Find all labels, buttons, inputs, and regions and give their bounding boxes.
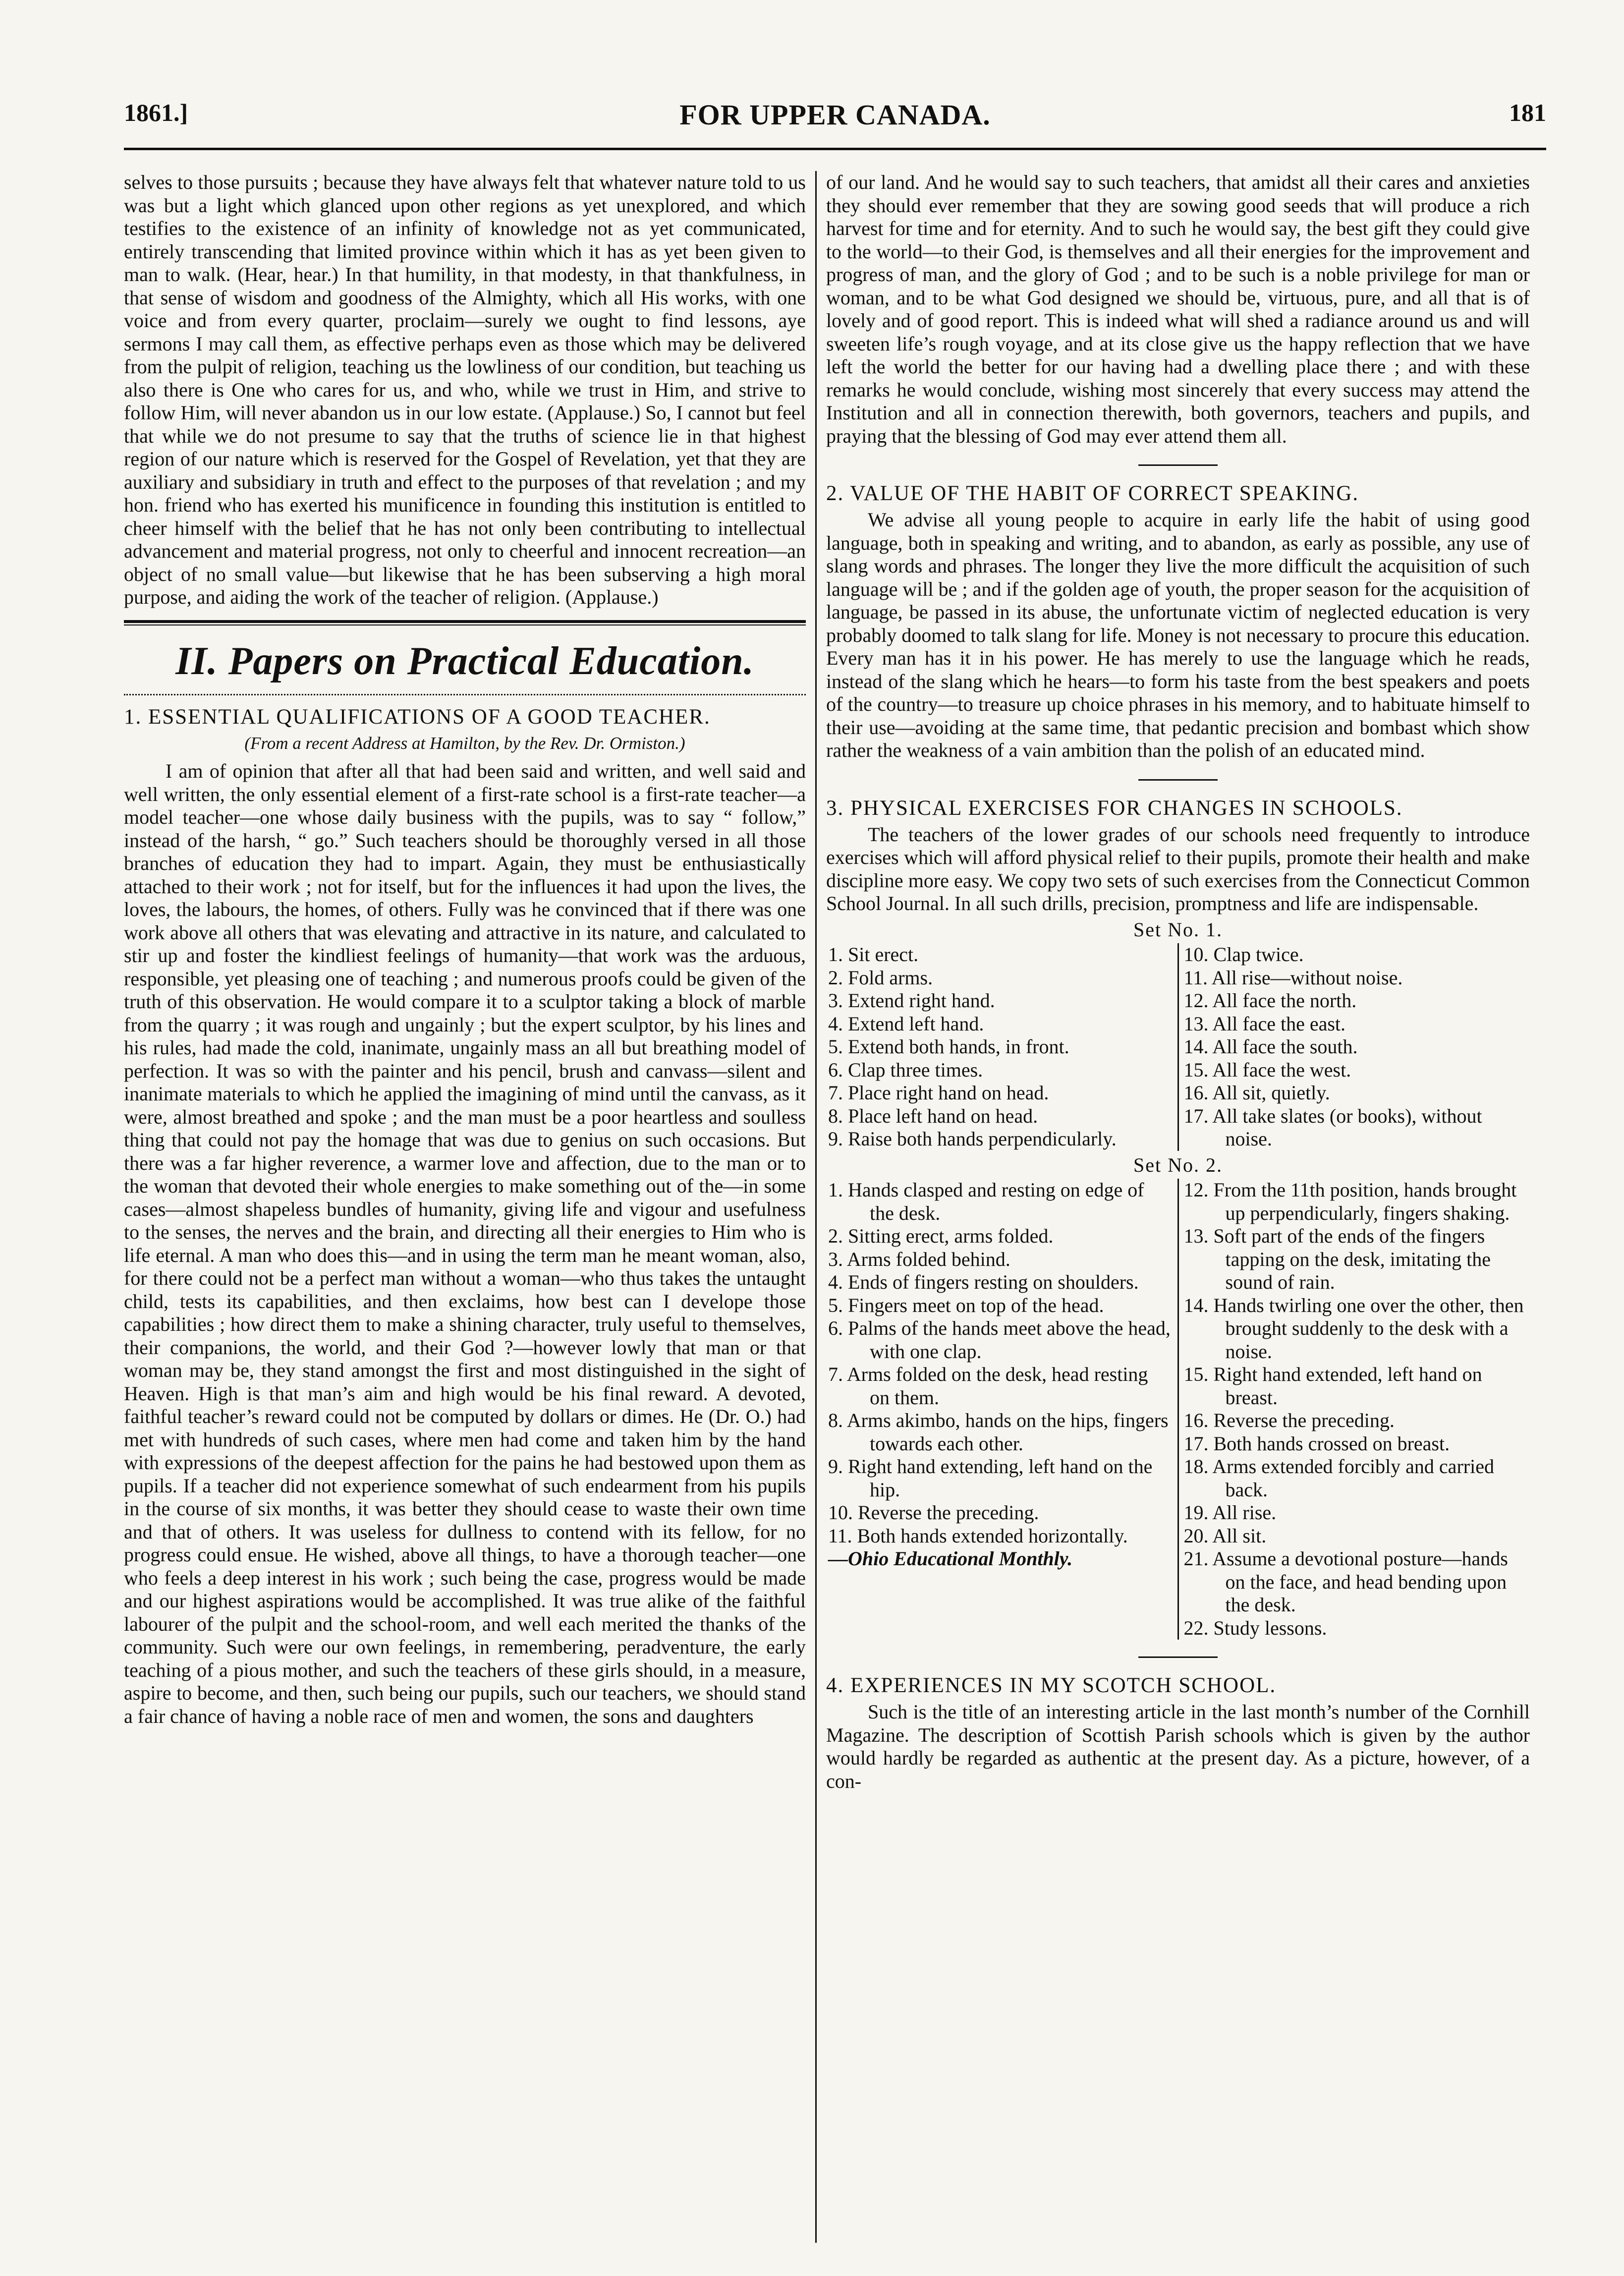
drill-item: 11. All rise—without noise. xyxy=(1183,966,1403,989)
drill-item: 14. All face the south. xyxy=(1183,1035,1358,1058)
section-rule-top-thin xyxy=(124,625,806,626)
drill-item: 5. Fingers meet on top of the head. xyxy=(828,1294,1104,1316)
set-1-right-list xyxy=(1182,943,1530,1151)
set-2-left-list xyxy=(826,1179,1175,1640)
drill-item: 8. Arms akimbo, hands on the hips, fingers towards each other. xyxy=(828,1409,1169,1455)
left-column xyxy=(124,171,806,1728)
drill-item: 5. Extend both hands, in front. xyxy=(828,1035,1069,1058)
drill-item: 15. Right hand extended, left hand on breast. xyxy=(1183,1363,1482,1409)
set-2-divider xyxy=(1177,1179,1179,1640)
header-title: FOR UPPER CANADA. xyxy=(679,99,991,131)
article-2-body: We advise all young people to acquire in early life the habit of using good language, both in speaking and writing, and to abandon, as early as possible, any use of slang words and phrases. The longer they live the more difficult the acquisition of such language will be ; and if the golden age of youth, the proper season for the acquisition of language, be passed in its abuse, the unfortunate victim of neglected education is very probably doomed to talk slang for life. Money is not necessary to procure this education. Every man has it in his power. He has merely to use the language which he reads, instead of the slang which he hears—to form his taste from the best speakers and poets of the country—to treasure up choice phrases in his memory, and to habituate himself to their use—avoiding at the same time, that pedantic precision and bombast which show rather the weakness of a vain ambition than the polish of an educated mind. xyxy=(826,509,1530,761)
drill-item: 1. Hands clasped and resting on edge of the desk. xyxy=(828,1179,1144,1224)
drill-item: 8. Place left hand on head. xyxy=(828,1104,1038,1127)
article-1-title: 1. ESSENTIAL QUALIFICATIONS OF A GOOD TEACHER. xyxy=(124,705,711,729)
drill-item: 21. Assume a devotional posture—hands on the face, and head bending upon the desk. xyxy=(1183,1547,1508,1616)
drill-item: 18. Arms extended forcibly and carried back. xyxy=(1183,1455,1494,1501)
speech-continuation: selves to those pursuits ; because they have always felt that whatever nature told to us was but a light which glanced upon other regions as yet unexplored, and which testifies to the existence of an infinity of knowledge not as yet communicated, entirely transcending that limited province within which it has as yet been given to man to walk. (Hear, hear.) In that humility, in that modesty, in that thankfulness, in that sense of wisdom and goodness of the Almighty, which all His works, with one voice and from every quarter, proclaim—surely we ought to find lessons, aye sermons I may call them, as effective perhaps even as those which may be delivered from the pulpit of religion, teaching us the lowliness of our condition, but teaching us also there is One who cares for us, and who, while we trust in Him, and strive to follow Him, will never abandon us in our low estate. (Applause.) So, I cannot but feel that while we do not presume to say that the truths of science lie in that highest region of our nature which is reserved for the Gospel of Revelation, yet that they are auxiliary and subsidiary in truth and effect to the purposes of that revelation ; and my hon. friend who has exerted his munificence in founding this institution is entitled to cheer himself with the belief that he has not only been contributing to intellectual advancement and material progress, not only to cheerful and innocent recreation—an object of no small value—but likewise that he has been subserving a high moral purpose, and aiding the work of the teacher of religion. (Applause.) xyxy=(124,171,806,608)
drill-item: 17. Both hands crossed on breast. xyxy=(1183,1432,1450,1455)
drill-item: 11. Both hands extended horizontally. xyxy=(828,1524,1128,1547)
article-separator xyxy=(1138,464,1218,466)
article-1-byline: (From a recent Address at Hamilton, by the Rev. Dr. Ormiston.) xyxy=(244,733,685,753)
drill-item: 22. Study lessons. xyxy=(1183,1616,1327,1639)
drill-item: 4. Extend left hand. xyxy=(828,1012,984,1035)
drill-item: 4. Ends of fingers resting on shoulders. xyxy=(828,1271,1139,1293)
drill-item: 1. Sit erect. xyxy=(828,943,919,966)
drill-item: 2. Sitting erect, arms folded. xyxy=(828,1225,1054,1247)
drill-item: 12. All face the north. xyxy=(1183,989,1357,1012)
header-rule xyxy=(124,148,1546,150)
drill-item: 15. All face the west. xyxy=(1183,1058,1351,1081)
set-1-divider xyxy=(1177,943,1179,1151)
drill-item: 9. Right hand extending, left hand on the hip. xyxy=(828,1455,1153,1501)
drill-item: 10. Clap twice. xyxy=(1183,943,1304,966)
article-1-continuation: of our land. And he would say to such teachers, that amidst all their cares and anxieties they should ever remember that they are sowing good seeds that will produce a rich harvest for time and for eternity. And to such he would say, the best gift they could give to the world—to their God, is themselves and all their energies for the improvement and progress of man, and the glory of God ; and to be such is a noble privilege for man or woman, and to be what God designed we should be, virtuous, pure, and all that is of lovely and of good report. This is indeed what will shed a radiance around us and will sweeten life’s rough voyage, and at its close give us the happy reflection that we have left the world the better for our having had a dwelling place there ; and with these remarks he would conclude, wishing most sincerely that every success may attend the Institution and all in connection therewith, both governors, teachers and pupils, and praying that the blessing of God may ever attend them all. xyxy=(826,171,1530,447)
article-1-body: I am of opinion that after all that had been said and written, and well said and well written, the only essential element of a first-rate school is a first-rate teacher—a model teacher—one whose daily business with the pupils, was to say “ follow,” instead of the harsh, “ go.” Such teachers should be thoroughly versed in all those branches of education they had to impart. Again, they must be enthusiastically attached to their work ; not for itself, but for the influences it had upon the lives, the loves, the labours, the homes, of others. Fully was he convinced that if there was one work above all others that was elevating and attractive in its nature, and calculated to stir up and foster the kindliest feelings of humanity—that work was the arduous, responsible, yet pleasing one of teaching ; and numerous proofs could be given of the truth of this observation. He would compare it to a sculptor taking a block of marble from the quarry ; it was rough and ungainly ; but the expert sculptor, by his lines and his rules, had made the cold, inanimate, ungainly mass an all but breathing model of perfection. It was so with the painter and his pencil, brush and canvass—silent and inanimate materials to which he applied the imagining of mind until the canvass, as it were, almost breathed and spoke ; and the man must be a poor heartless and soulless thing that could not pay the homage that was due to genius on such occasions. But there was a far higher reverence, a warmer love and affection, due to the man or to the woman that devoted their whole energies to make something out of the—in some cases—almost shapeless bundles of humanity, giving life and vigour and usefulness to the senses, the nerves and the brain, and directing all their energies to Him who is life eternal. A man who does this—and in using the term man he meant woman, also, for there could not be a perfect man without a woman—who thus takes the untaught child, tests its capabilities, and then exclaims, how best can I develope those capabilities ; how direct them to make a shining character, truly useful to themselves, their companions, the world, and their God ?—however lowly that man or that woman may be, they stand amongst the first and most distinguished in the sight of Heaven. High is that man’s aim and high would be his final reward. A devoted, faithful teacher’s reward could not be computed by dollars or dimes. He (Dr. O.) had met with hundreds of such cases, where men had come and taken him by the hand with expressions of the deepest affection for the pains he had bestowed upon them as pupils. If a teacher did not experience somewhat of such endearment from his pupils in the course of six months, it was better they should cease to waste their own time and that of others. It was useless for dullness to contend with its fellow, for no progress could ensue. He wished, above all things, to have a thorough teacher—one who feels a deep interest in his work ; such being the case, progress would be made and our highest aspirations would be accomplished. It was true alike of the faithful labourer of the pulpit and the school-room, and well each merited the thanks of the community. Such were our own feelings, in remembering, peradventure, the early teaching of a pious mother, and such the teachers of these girls should, in a measure, aspire to become, and then, such being our pupils, such our teachers, we should stand a fair chance of having a noble race of men and women, the sons and daughters xyxy=(124,760,806,1727)
section-rule-top xyxy=(124,620,806,623)
drill-item: 6. Palms of the hands meet above the head, with one clap. xyxy=(828,1317,1171,1363)
article-separator xyxy=(1138,1656,1218,1658)
drill-item: 13. Soft part of the ends of the fingers tapping on the desk, imitating the sound of rain. xyxy=(1183,1225,1491,1293)
header-year: 1861.] xyxy=(124,99,188,126)
set-1-table xyxy=(826,943,1530,1151)
right-column xyxy=(826,171,1530,1793)
drill-item: 16. All sit, quietly. xyxy=(1183,1081,1330,1104)
column-divider xyxy=(815,171,817,2243)
set-2-credit: —Ohio Educational Monthly. xyxy=(828,1547,1073,1570)
article-separator xyxy=(1138,779,1218,781)
drill-item: 19. All rise. xyxy=(1183,1501,1277,1524)
drill-item: 9. Raise both hands perpendicularly. xyxy=(828,1128,1117,1150)
set-2-heading: Set No. 2. xyxy=(1133,1153,1223,1176)
article-4-body: Such is the title of an interesting article in the last month’s number of the Cornhill Magazine. The description of Scottish Parish schools which is given by the author would hardly be regarded as authentic at the present day. As a picture, however, of a con- xyxy=(826,1701,1530,1792)
drill-item: 6. Clap three times. xyxy=(828,1058,983,1081)
drill-item: 7. Place right hand on head. xyxy=(828,1081,1049,1104)
set-2-table xyxy=(826,1179,1530,1640)
drill-item: 7. Arms folded on the desk, head resting on them. xyxy=(828,1363,1148,1409)
article-2-title: 2. VALUE OF THE HABIT OF CORRECT SPEAKING. xyxy=(826,482,1359,505)
running-head xyxy=(124,98,1546,143)
article-3-title: 3. PHYSICAL EXERCISES FOR CHANGES IN SCHOOLS. xyxy=(826,796,1403,820)
drill-item: 10. Reverse the preceding. xyxy=(828,1501,1039,1524)
drill-item: 3. Arms folded behind. xyxy=(828,1248,1010,1270)
article-4-title: 4. EXPERIENCES IN MY SCOTCH SCHOOL. xyxy=(826,1674,1277,1697)
page-number: 181 xyxy=(1509,99,1546,126)
drill-item: 14. Hands twirling one over the other, then brought suddenly to the desk with a noise. xyxy=(1183,1294,1524,1363)
set-1-heading: Set No. 1. xyxy=(1133,918,1223,941)
article-3-intro: The teachers of the lower grades of our schools need frequently to introduce exercises which will afford physical relief to their pupils, promote their health and make discipline more easy. We copy two sets of such exercises from the Connecticut Common School Journal. In all such drills, precision, promptness and life are indispensable. xyxy=(826,823,1530,914)
section-rule-bottom xyxy=(124,694,806,695)
drill-item: 20. All sit. xyxy=(1183,1524,1267,1547)
set-2-right-list xyxy=(1182,1179,1530,1640)
drill-item: 12. From the 11th position, hands brought up perpendicularly, fingers shaking. xyxy=(1183,1179,1517,1224)
drill-item: 16. Reverse the preceding. xyxy=(1183,1409,1395,1431)
drill-item: 3. Extend right hand. xyxy=(828,989,995,1012)
drill-item: 2. Fold arms. xyxy=(828,966,933,989)
set-1-left-list xyxy=(826,943,1175,1151)
drill-item: 13. All face the east. xyxy=(1183,1012,1346,1035)
drill-item: 17. All take slates (or books), without noise. xyxy=(1183,1104,1482,1150)
section-heading: II. Papers on Practical Education. xyxy=(175,639,754,683)
